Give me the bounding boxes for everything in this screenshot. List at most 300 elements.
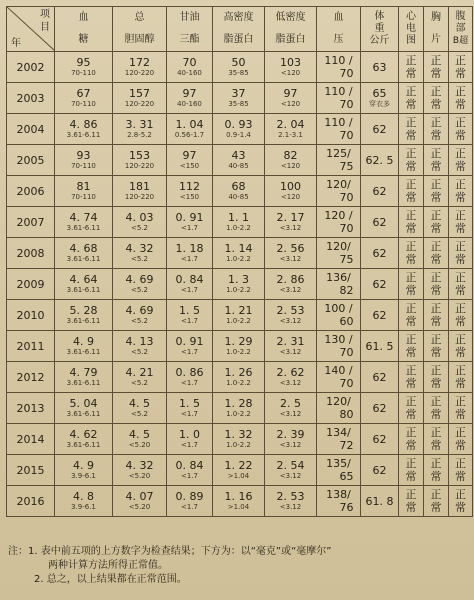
triglycerides-cell <box>167 83 213 114</box>
ldl-reference-range: <3.12 <box>279 472 302 480</box>
ldl-value: 2. 56 <box>276 242 305 255</box>
hdl-cell <box>213 269 265 300</box>
triglycerides-value: 1. 5 <box>179 304 200 317</box>
abdominal-ultrasound-cell <box>449 300 473 331</box>
triglycerides-cell <box>167 393 213 424</box>
ecg-cell <box>399 145 424 176</box>
total-cholesterol-cell <box>113 176 167 207</box>
triglycerides-reference-range: <1.7 <box>181 410 198 418</box>
blood-pressure-cell <box>317 331 361 362</box>
hdl-cell <box>213 424 265 455</box>
weight-cell <box>361 238 399 269</box>
weight-value: 61. 8 <box>365 494 394 508</box>
blood-pressure-value-2: 70 <box>339 129 354 142</box>
total-cholesterol-value: 4. 5 <box>129 428 150 441</box>
blood-sugar-cell <box>55 207 113 238</box>
hdl-value: 1. 28 <box>224 397 253 410</box>
header-blood-sugar: 血 糖 <box>55 7 113 52</box>
blood-pressure-value: 110 / <box>324 54 353 67</box>
ecg-cell <box>399 176 424 207</box>
abdominal-ultrasound-value-2: 常 <box>455 222 466 235</box>
header-ecg: 心 电 图 <box>399 7 424 52</box>
year-cell: 2012 <box>7 362 55 393</box>
abdominal-ultrasound-value: 正 <box>455 209 466 222</box>
blood-sugar-reference-range: 3.61-6.11 <box>66 410 101 418</box>
header-total-cholesterol: 总 胆固醇 <box>113 7 167 52</box>
weight-cell <box>361 393 399 424</box>
table-row <box>7 207 473 238</box>
triglycerides-value: 0. 86 <box>175 366 204 379</box>
triglycerides-reference-range: 0.56-1.7 <box>174 131 205 139</box>
hdl-reference-range: 1.0-2.2 <box>226 348 251 356</box>
abdominal-ultrasound-cell <box>449 207 473 238</box>
table-row <box>7 145 473 176</box>
header-weight: 体 重 公斤 <box>361 7 399 52</box>
weight-value: 65 <box>372 87 387 100</box>
abdominal-ultrasound-value: 正 <box>455 426 466 439</box>
weight-value: 63 <box>372 60 387 74</box>
health-check-table <box>6 6 473 517</box>
blood-pressure-cell <box>317 114 361 145</box>
total-cholesterol-reference-range: <5.2 <box>131 410 148 418</box>
total-cholesterol-value: 172 <box>129 56 150 69</box>
triglycerides-reference-range: <1.7 <box>181 286 198 294</box>
triglycerides-reference-range: <1.7 <box>181 503 198 511</box>
blood-sugar-reference-range: 70-110 <box>71 162 96 170</box>
weight-value: 62 <box>372 184 387 198</box>
year-cell: 2005 <box>7 145 55 176</box>
triglycerides-reference-range: <150 <box>179 162 200 170</box>
footnotes <box>8 545 468 587</box>
chest-xray-value: 正 <box>430 147 442 160</box>
blood-sugar-value: 4. 9 <box>73 459 94 472</box>
triglycerides-value: 97 <box>182 87 197 100</box>
blood-pressure-value: 100 / <box>324 302 353 315</box>
note-line-2: 两种计算方法所得正常值。 <box>48 560 168 571</box>
ldl-cell <box>265 52 317 83</box>
total-cholesterol-reference-range: 2.8-5.2 <box>127 131 152 139</box>
ecg-value: 正 <box>405 364 417 377</box>
ldl-reference-range: <120 <box>280 162 301 170</box>
ldl-reference-range: <3.12 <box>279 410 302 418</box>
weight-cell <box>361 145 399 176</box>
triglycerides-reference-range: <1.7 <box>181 348 198 356</box>
hdl-reference-range: 1.0-2.2 <box>226 317 251 325</box>
year-cell: 2008 <box>7 238 55 269</box>
abdominal-ultrasound-value-2: 常 <box>455 284 466 297</box>
chest-xray-value: 正 <box>430 395 442 408</box>
blood-pressure-value: 120 / <box>324 209 353 222</box>
ecg-value-2: 常 <box>405 315 417 328</box>
total-cholesterol-cell <box>113 52 167 83</box>
total-cholesterol-reference-range: <5.20 <box>128 472 151 480</box>
header-corner <box>7 7 55 52</box>
abdominal-ultrasound-value-2: 常 <box>455 346 466 359</box>
blood-pressure-value: 125/ <box>326 147 351 160</box>
total-cholesterol-reference-range: <5.2 <box>131 255 148 263</box>
weight-reference-range: 穿衣多 <box>369 100 390 108</box>
hdl-cell <box>213 52 265 83</box>
blood-pressure-value: 136/ <box>326 271 351 284</box>
total-cholesterol-reference-range: <5.2 <box>131 317 148 325</box>
ecg-cell <box>399 393 424 424</box>
blood-sugar-value: 4. 74 <box>69 211 98 224</box>
blood-sugar-value: 5. 28 <box>69 304 98 317</box>
ecg-value-2: 常 <box>405 501 417 514</box>
blood-sugar-reference-range: 3.61-6.11 <box>66 286 101 294</box>
ldl-cell <box>265 176 317 207</box>
triglycerides-cell <box>167 362 213 393</box>
weight-cell <box>361 176 399 207</box>
blood-sugar-value: 4. 68 <box>69 242 98 255</box>
year-cell: 2016 <box>7 486 55 517</box>
abdominal-ultrasound-value-2: 常 <box>455 129 466 142</box>
chest-xray-cell <box>424 52 449 83</box>
chest-xray-cell <box>424 145 449 176</box>
hdl-cell <box>213 331 265 362</box>
total-cholesterol-cell <box>113 83 167 114</box>
abdominal-ultrasound-value: 正 <box>455 147 466 160</box>
table-row <box>7 52 473 83</box>
weight-value: 62 <box>372 463 387 477</box>
abdominal-ultrasound-value: 正 <box>455 302 466 315</box>
hdl-reference-range: 1.0-2.2 <box>226 410 251 418</box>
triglycerides-value: 0. 91 <box>175 211 204 224</box>
header-abdominal-ultrasound: 腹 部 B超 <box>449 7 473 52</box>
abdominal-ultrasound-value-2: 常 <box>455 501 466 514</box>
blood-sugar-value: 4. 62 <box>69 428 98 441</box>
total-cholesterol-cell <box>113 238 167 269</box>
ldl-reference-range: <120 <box>280 100 301 108</box>
abdominal-ultrasound-value-2: 常 <box>455 191 466 204</box>
ecg-value: 正 <box>405 116 417 129</box>
hdl-reference-range: 1.0-2.2 <box>226 255 251 263</box>
chest-xray-cell <box>424 114 449 145</box>
hdl-cell <box>213 83 265 114</box>
blood-pressure-value: 134/ <box>326 426 351 439</box>
abdominal-ultrasound-value: 正 <box>455 85 466 98</box>
ecg-value: 正 <box>405 271 417 284</box>
chest-xray-value: 正 <box>430 426 442 439</box>
total-cholesterol-value: 4. 69 <box>125 273 154 286</box>
ecg-cell <box>399 424 424 455</box>
blood-sugar-reference-range: 3.9-6.1 <box>71 472 96 480</box>
chest-xray-value-2: 常 <box>430 129 442 142</box>
ecg-value-2: 常 <box>405 253 417 266</box>
ldl-value: 2. 17 <box>276 211 305 224</box>
weight-cell <box>361 331 399 362</box>
ecg-value-2: 常 <box>405 160 417 173</box>
blood-pressure-value-2: 60 <box>339 315 354 328</box>
chest-xray-value: 正 <box>430 364 442 377</box>
triglycerides-cell <box>167 145 213 176</box>
chest-xray-cell <box>424 455 449 486</box>
total-cholesterol-value: 181 <box>129 180 150 193</box>
chest-xray-value: 正 <box>430 54 442 67</box>
hdl-value: 68 <box>231 180 246 193</box>
ldl-value: 2. 31 <box>276 335 305 348</box>
blood-sugar-reference-range: 3.61-6.11 <box>66 379 101 387</box>
blood-sugar-cell <box>55 238 113 269</box>
triglycerides-cell <box>167 424 213 455</box>
ldl-value: 103 <box>280 56 301 69</box>
chest-xray-value-2: 常 <box>430 501 442 514</box>
ldl-value: 97 <box>283 87 298 100</box>
blood-sugar-cell <box>55 83 113 114</box>
abdominal-ultrasound-cell <box>449 269 473 300</box>
weight-value: 62 <box>372 246 387 260</box>
blood-pressure-cell <box>317 269 361 300</box>
ecg-cell <box>399 207 424 238</box>
ldl-reference-range: <3.12 <box>279 286 302 294</box>
blood-sugar-value: 95 <box>76 56 91 69</box>
hdl-value: 43 <box>231 149 246 162</box>
hdl-reference-range: 40-85 <box>228 193 249 201</box>
abdominal-ultrasound-cell <box>449 331 473 362</box>
chest-xray-value-2: 常 <box>430 377 442 390</box>
ecg-value: 正 <box>405 395 417 408</box>
ldl-value: 2. 39 <box>276 428 305 441</box>
hdl-cell <box>213 486 265 517</box>
triglycerides-cell <box>167 486 213 517</box>
blood-pressure-value-2: 76 <box>339 501 354 514</box>
abdominal-ultrasound-cell <box>449 145 473 176</box>
ldl-cell <box>265 300 317 331</box>
ecg-value: 正 <box>405 240 417 253</box>
blood-pressure-value: 120/ <box>326 395 351 408</box>
chest-xray-value: 正 <box>430 333 442 346</box>
ecg-value: 正 <box>405 426 417 439</box>
total-cholesterol-value: 4. 07 <box>125 490 154 503</box>
hdl-reference-range: 35-85 <box>228 100 249 108</box>
chest-xray-cell <box>424 393 449 424</box>
abdominal-ultrasound-value-2: 常 <box>455 439 466 452</box>
corner-year-label: 年 <box>11 38 21 49</box>
ldl-reference-range: <3.12 <box>279 441 302 449</box>
total-cholesterol-cell <box>113 114 167 145</box>
blood-sugar-value: 4. 8 <box>73 490 94 503</box>
ldl-reference-range: <3.12 <box>279 348 302 356</box>
ecg-value-2: 常 <box>405 67 417 80</box>
triglycerides-reference-range: <1.7 <box>181 472 198 480</box>
abdominal-ultrasound-cell <box>449 114 473 145</box>
blood-sugar-cell <box>55 331 113 362</box>
table-row <box>7 424 473 455</box>
blood-sugar-reference-range: 3.9-6.1 <box>71 503 96 511</box>
ldl-cell <box>265 486 317 517</box>
table-row <box>7 83 473 114</box>
total-cholesterol-reference-range: 120-220 <box>124 162 155 170</box>
chest-xray-cell <box>424 424 449 455</box>
ecg-value-2: 常 <box>405 439 417 452</box>
year-cell: 2007 <box>7 207 55 238</box>
blood-pressure-cell <box>317 455 361 486</box>
abdominal-ultrasound-value: 正 <box>455 116 466 129</box>
total-cholesterol-value: 153 <box>129 149 150 162</box>
hdl-value: 37 <box>231 87 246 100</box>
ecg-cell <box>399 238 424 269</box>
chest-xray-value-2: 常 <box>430 253 442 266</box>
weight-cell <box>361 486 399 517</box>
triglycerides-value: 0. 91 <box>175 335 204 348</box>
table-row <box>7 331 473 362</box>
triglycerides-cell <box>167 52 213 83</box>
blood-sugar-reference-range: 3.61-6.11 <box>66 441 101 449</box>
abdominal-ultrasound-cell <box>449 176 473 207</box>
weight-value: 62 <box>372 122 387 136</box>
blood-sugar-cell <box>55 424 113 455</box>
total-cholesterol-value: 4. 32 <box>125 459 154 472</box>
ecg-value-2: 常 <box>405 222 417 235</box>
abdominal-ultrasound-cell <box>449 424 473 455</box>
ldl-value: 2. 62 <box>276 366 305 379</box>
hdl-reference-range: 1.0-2.2 <box>226 286 251 294</box>
hdl-reference-range: 1.0-2.2 <box>226 379 251 387</box>
blood-sugar-cell <box>55 176 113 207</box>
abdominal-ultrasound-value-2: 常 <box>455 377 466 390</box>
ecg-value: 正 <box>405 333 417 346</box>
total-cholesterol-cell <box>113 207 167 238</box>
chest-xray-cell <box>424 83 449 114</box>
header-row <box>7 7 473 52</box>
chest-xray-cell <box>424 269 449 300</box>
abdominal-ultrasound-cell <box>449 362 473 393</box>
ldl-cell <box>265 207 317 238</box>
ldl-value: 2. 04 <box>276 118 305 131</box>
ldl-value: 2. 53 <box>276 304 305 317</box>
total-cholesterol-cell <box>113 455 167 486</box>
triglycerides-cell <box>167 114 213 145</box>
triglycerides-reference-range: 40-160 <box>177 100 202 108</box>
year-cell: 2003 <box>7 83 55 114</box>
hdl-reference-range: 35-85 <box>228 69 249 77</box>
hdl-cell <box>213 300 265 331</box>
triglycerides-cell <box>167 176 213 207</box>
blood-sugar-cell <box>55 300 113 331</box>
header-chest-xray: 胸 片 <box>424 7 449 52</box>
total-cholesterol-reference-range: 120-220 <box>124 100 155 108</box>
blood-pressure-value: 138/ <box>326 488 351 501</box>
hdl-value: 1. 21 <box>224 304 253 317</box>
chest-xray-value: 正 <box>430 116 442 129</box>
abdominal-ultrasound-value: 正 <box>455 271 466 284</box>
abdominal-ultrasound-value: 正 <box>455 395 466 408</box>
table-row <box>7 238 473 269</box>
abdominal-ultrasound-value: 正 <box>455 240 466 253</box>
blood-pressure-value-2: 82 <box>339 284 354 297</box>
chest-xray-cell <box>424 207 449 238</box>
abdominal-ultrasound-cell <box>449 455 473 486</box>
blood-pressure-cell <box>317 424 361 455</box>
ldl-reference-range: <120 <box>280 193 301 201</box>
year-cell: 2013 <box>7 393 55 424</box>
hdl-value: 50 <box>231 56 246 69</box>
table-row <box>7 362 473 393</box>
chest-xray-value-2: 常 <box>430 315 442 328</box>
ldl-reference-range: <3.12 <box>279 503 302 511</box>
year-cell: 2010 <box>7 300 55 331</box>
hdl-reference-range: 1.0-2.2 <box>226 224 251 232</box>
triglycerides-cell <box>167 300 213 331</box>
total-cholesterol-reference-range: 120-220 <box>124 193 155 201</box>
blood-sugar-value: 93 <box>76 149 91 162</box>
total-cholesterol-value: 4. 32 <box>125 242 154 255</box>
blood-pressure-cell <box>317 300 361 331</box>
ecg-value-2: 常 <box>405 98 417 111</box>
header-hdl: 高密度 脂蛋白 <box>213 7 265 52</box>
triglycerides-cell <box>167 331 213 362</box>
blood-sugar-cell <box>55 145 113 176</box>
total-cholesterol-reference-range: 120-220 <box>124 69 155 77</box>
weight-value: 61. 5 <box>365 339 394 353</box>
abdominal-ultrasound-value-2: 常 <box>455 470 466 483</box>
ldl-reference-range: <120 <box>280 69 301 77</box>
corner-item-label: 项 <box>40 9 50 20</box>
total-cholesterol-value: 157 <box>129 87 150 100</box>
ecg-value: 正 <box>405 178 417 191</box>
abdominal-ultrasound-value-2: 常 <box>455 253 466 266</box>
triglycerides-value: 0. 84 <box>175 459 204 472</box>
chest-xray-value: 正 <box>430 271 442 284</box>
blood-sugar-value: 4. 86 <box>69 118 98 131</box>
chest-xray-value-2: 常 <box>430 408 442 421</box>
total-cholesterol-cell <box>113 145 167 176</box>
weight-cell <box>361 114 399 145</box>
blood-sugar-reference-range: 70-110 <box>71 69 96 77</box>
blood-pressure-value-2: 70 <box>339 222 354 235</box>
weight-cell <box>361 207 399 238</box>
blood-sugar-reference-range: 70-110 <box>71 193 96 201</box>
ecg-cell <box>399 362 424 393</box>
blood-sugar-reference-range: 3.61-6.11 <box>66 224 101 232</box>
hdl-cell <box>213 114 265 145</box>
blood-pressure-cell <box>317 145 361 176</box>
ecg-cell <box>399 52 424 83</box>
blood-sugar-value: 4. 9 <box>73 335 94 348</box>
blood-sugar-value: 67 <box>76 87 91 100</box>
total-cholesterol-reference-range: <5.2 <box>131 224 148 232</box>
abdominal-ultrasound-value: 正 <box>455 457 466 470</box>
year-cell: 2011 <box>7 331 55 362</box>
total-cholesterol-reference-range: <5.20 <box>128 503 151 511</box>
blood-sugar-cell <box>55 486 113 517</box>
ecg-cell <box>399 331 424 362</box>
year-cell: 2014 <box>7 424 55 455</box>
ldl-cell <box>265 424 317 455</box>
ecg-value: 正 <box>405 85 417 98</box>
blood-pressure-cell <box>317 83 361 114</box>
ecg-value-2: 常 <box>405 408 417 421</box>
blood-pressure-value: 140 / <box>324 364 353 377</box>
ldl-cell <box>265 331 317 362</box>
blood-pressure-cell <box>317 238 361 269</box>
triglycerides-reference-range: <1.7 <box>181 441 198 449</box>
blood-pressure-value: 120/ <box>326 178 351 191</box>
blood-pressure-value-2: 80 <box>339 408 354 421</box>
blood-pressure-value-2: 70 <box>339 191 354 204</box>
table-row <box>7 114 473 145</box>
triglycerides-cell <box>167 238 213 269</box>
blood-sugar-value: 81 <box>76 180 91 193</box>
total-cholesterol-reference-range: <5.2 <box>131 348 148 356</box>
triglycerides-value: 1. 18 <box>175 242 204 255</box>
triglycerides-reference-range: <150 <box>179 193 200 201</box>
blood-pressure-value-2: 65 <box>339 470 354 483</box>
triglycerides-cell <box>167 455 213 486</box>
abdominal-ultrasound-value: 正 <box>455 54 466 67</box>
weight-value: 62 <box>372 215 387 229</box>
abdominal-ultrasound-value-2: 常 <box>455 315 466 328</box>
